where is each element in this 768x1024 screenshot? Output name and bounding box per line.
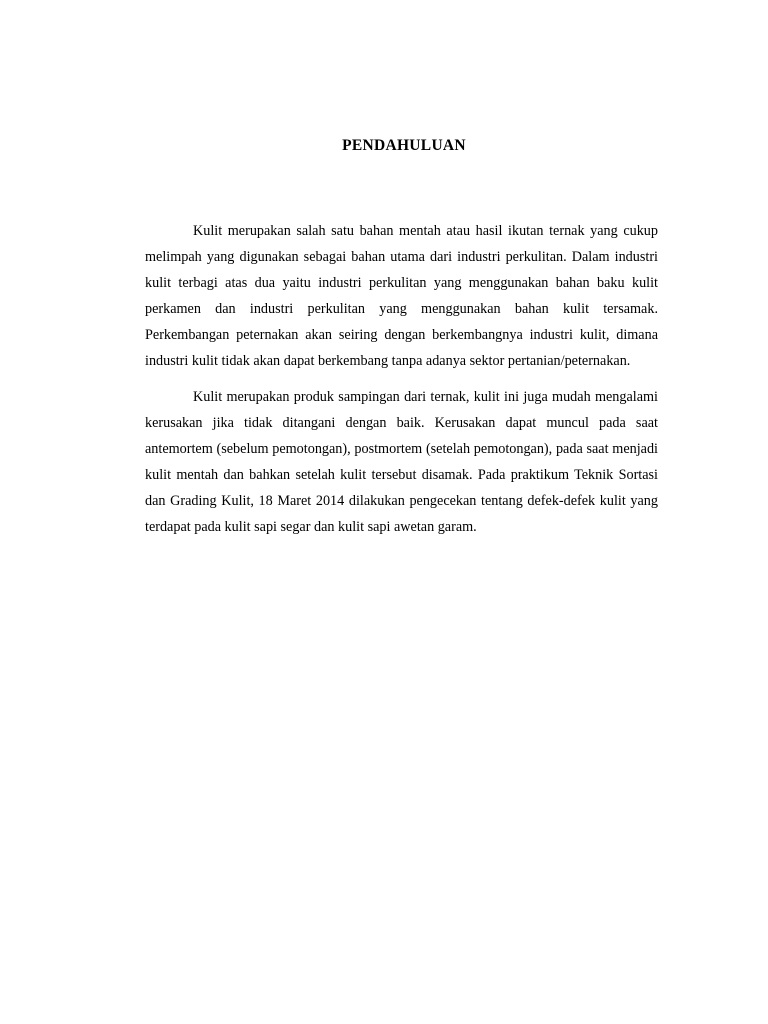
document-body bbox=[145, 218, 658, 549]
paragraph-1: Kulit merupakan salah satu bahan mentah atau hasil ikutan ternak yang cukup melimpah yang digunakan sebagai bahan utama dari industri perkulitan. Dalam industri kulit terbagi atas dua yaitu industri perkulitan yang menggunakan bahan baku kulit perkamen dan industri perkulitan yang menggunakan bahan kulit tersamak. Perkembangan peternakan akan seiring dengan berkembangnya industri kulit, dimana industri kulit tidak akan dapat berkembang tanpa adanya sektor pertanian/peternakan. bbox=[145, 223, 658, 370]
page-title: PENDAHULUAN bbox=[342, 137, 466, 154]
paragraph-2: Kulit merupakan produk sampingan dari ternak, kulit ini juga mudah mengalami kerusakan jika tidak ditangani dengan baik. Kerusakan dapat muncul pada saat antemortem (sebelum pemotongan), postmortem (setelah pemotongan), pada saat menjadi kulit mentah dan bahkan setelah kulit tersebut disamak. Pada praktikum Teknik Sortasi dan Grading Kulit, 18 Maret 2014 dilakukan pengecekan tentang defek-defek kulit yang terdapat pada kulit sapi segar dan kulit sapi awetan garam. bbox=[145, 388, 658, 536]
